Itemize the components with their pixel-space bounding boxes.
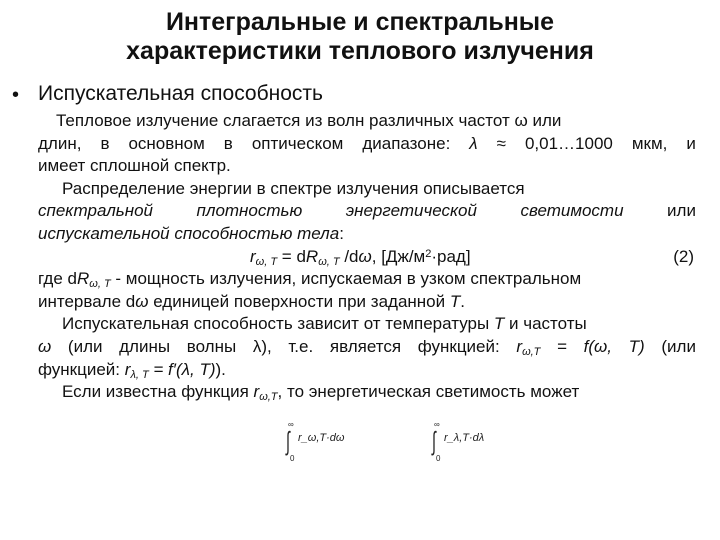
p1-word-1: длин, bbox=[38, 133, 82, 153]
p4-word-8: функцией: bbox=[417, 336, 500, 356]
p2-word-2: плотностью bbox=[196, 201, 303, 221]
integral-sign-icon: ∫ bbox=[432, 426, 436, 456]
formula-R-sub: ω, T bbox=[318, 255, 340, 268]
p3-line-2 bbox=[38, 291, 696, 314]
p4-T: T bbox=[493, 314, 505, 334]
formula-r-sub: ω, T bbox=[255, 255, 278, 268]
formula-2 bbox=[38, 246, 696, 269]
p1-word-9: 0,01…1000 bbox=[524, 133, 613, 153]
p5-r: r bbox=[253, 382, 260, 402]
formula-div: /d bbox=[339, 246, 359, 266]
p3-R-sub: ω, T bbox=[89, 278, 111, 291]
p1-word-3: основном bbox=[128, 133, 205, 153]
p4-line-1 bbox=[38, 313, 696, 336]
p5-post: , то энергетическая светимость может bbox=[277, 382, 580, 402]
formula-number: (2) bbox=[673, 246, 694, 266]
p4-line-2 bbox=[38, 336, 696, 359]
p1-line-1: Тепловое излучение слагается из волн различных частот ω или bbox=[56, 111, 562, 130]
formula-units-post: ·рад] bbox=[431, 246, 471, 266]
p2-line-3 bbox=[38, 223, 696, 246]
p2-line-2 bbox=[38, 200, 696, 223]
p1-line-2 bbox=[38, 133, 696, 156]
integral-sign-icon: ∫ bbox=[286, 426, 290, 456]
p1-word-10: мкм, bbox=[631, 133, 668, 153]
p4-word-5: λ), bbox=[252, 336, 272, 356]
p4-word-2: (или bbox=[67, 336, 103, 356]
p3-l2-pre: интервале d bbox=[38, 291, 136, 311]
p2-term: испускательной способностью тела bbox=[38, 223, 340, 243]
p4-word-7: является bbox=[329, 336, 402, 356]
p3-l2-post: единицей поверхности при заданной bbox=[148, 291, 450, 311]
p1-word-6: диапазоне: bbox=[362, 133, 451, 153]
p2-word-1: спектральной bbox=[38, 201, 154, 221]
p4-word-4: волны bbox=[186, 336, 237, 356]
p4-word-12: T) bbox=[628, 336, 645, 356]
title-line-1: Интегральные и спектральные bbox=[165, 8, 555, 36]
p3-pre: где d bbox=[38, 269, 77, 289]
p4-pre: Испускательная способность зависит от температуры bbox=[62, 314, 494, 334]
p1-word-4: в bbox=[223, 133, 233, 153]
p1-word-5: оптическом bbox=[251, 133, 344, 153]
p4-line-3 bbox=[38, 359, 696, 382]
p4-l3-pre: функцией: bbox=[38, 359, 125, 379]
bullet-heading: Испускательная способность bbox=[38, 82, 323, 105]
p5-line-1 bbox=[38, 381, 696, 404]
p4-word-3: длины bbox=[119, 336, 171, 356]
p4-post: и частоты bbox=[504, 314, 587, 334]
p4-word-13: (или bbox=[661, 336, 696, 356]
p4-word-11: f(ω, bbox=[583, 336, 613, 356]
integral-upper: ∞ bbox=[288, 420, 294, 429]
p3-end: . bbox=[460, 291, 465, 311]
integral-expression: r_λ,T·dλ bbox=[444, 432, 485, 444]
integral-lower: 0 bbox=[436, 454, 441, 463]
formula-r: r bbox=[250, 246, 256, 266]
body-text bbox=[38, 110, 696, 404]
formula-R: R bbox=[305, 246, 319, 266]
p3-post: - мощность излучения, испускаемая в узком спектральном bbox=[110, 269, 582, 289]
p4-l3-end: ). bbox=[215, 359, 226, 379]
p4-r-sub: λ, T bbox=[130, 368, 149, 381]
p5-pre: Если известна функция bbox=[62, 382, 254, 402]
p4-word-1: ω bbox=[38, 336, 52, 356]
formula-units-sup: 2 bbox=[425, 247, 432, 260]
p4-r: r bbox=[124, 359, 131, 379]
p4-word-9: $r_{\omega,T}$ bbox=[516, 336, 541, 358]
p3-T: T bbox=[449, 291, 461, 311]
p1-word-2: в bbox=[100, 133, 110, 153]
bullet-icon: • bbox=[12, 84, 20, 106]
p2-word-5: или bbox=[667, 201, 696, 221]
p1-word-8: ≈ bbox=[496, 133, 506, 153]
formula-units: , [Дж/м bbox=[371, 246, 426, 266]
p2-colon: : bbox=[339, 223, 344, 243]
slide-title bbox=[0, 8, 720, 66]
p2-line-1: Распределение энергии в спектре излучения описывается bbox=[62, 178, 525, 198]
integral-lower: 0 bbox=[290, 454, 295, 463]
p1-word-7: λ bbox=[469, 133, 478, 153]
p4-word-10: = bbox=[557, 336, 567, 356]
p4-func: = f′(λ, T) bbox=[148, 359, 216, 379]
formula-expression bbox=[250, 246, 471, 269]
formula-omega: ω bbox=[358, 246, 372, 266]
p2-word-3: энергетической bbox=[345, 201, 477, 221]
p4-word-6: т.е. bbox=[288, 336, 314, 356]
p2-word-4: светимости bbox=[520, 201, 624, 221]
formula-eq: = d bbox=[277, 246, 306, 266]
p3-omega: ω bbox=[135, 291, 149, 311]
p1-word-11: и bbox=[686, 133, 696, 153]
p3-line-1 bbox=[38, 268, 696, 291]
integral-upper: ∞ bbox=[434, 420, 440, 429]
p3-R: R bbox=[77, 269, 90, 289]
p1-line-3: имеет сплошной спектр. bbox=[38, 156, 231, 176]
title-line-2: характеристики теплового излучения bbox=[126, 37, 594, 65]
p5-r-sub: ω,T bbox=[259, 391, 278, 404]
integral-expression: r_ω,T·dω bbox=[298, 432, 345, 444]
